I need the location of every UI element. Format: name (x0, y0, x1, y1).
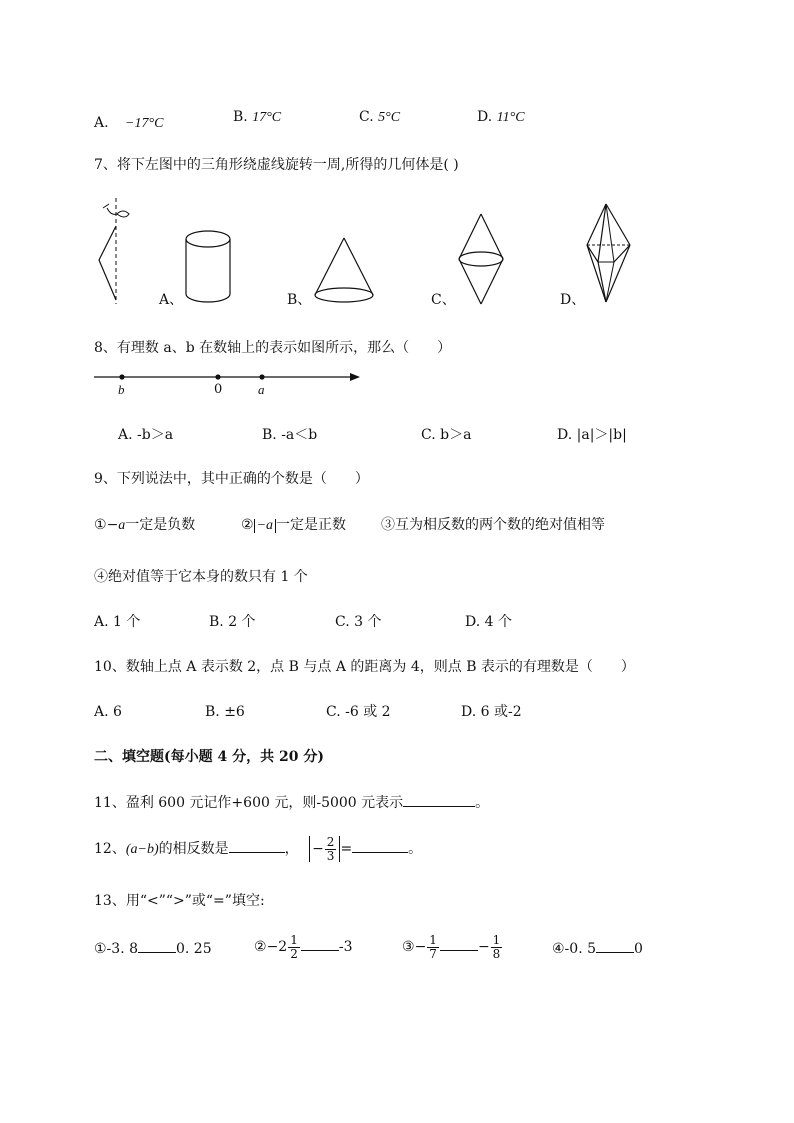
q11: 11、盈利 600 元记作+600 元，则-5000 元表示 。 (94, 795, 490, 811)
q6-option-a: A. −17°C (94, 115, 164, 131)
q13-item-3: ③− $\frac{1}{7}$ − $\frac{1}{8}$ (402, 933, 501, 961)
q6-option-d: D. 11°C (477, 109, 525, 125)
axis-label-b: b (118, 382, 125, 397)
section-2-heading: 二、填空题(每小题 4 分，共 20 分) (94, 749, 324, 765)
q13-stem: 13、用“<”“>”或“=”填空: (94, 893, 265, 909)
q8-option-b: B. -a＜b (262, 427, 318, 443)
q7-stem: 7、将下左图中的三角形绕虚线旋转一周,所得的几何体是( ) (94, 157, 459, 173)
q7-option-d-label: D、 (560, 292, 586, 308)
q7-double-cone-icon (456, 212, 508, 308)
q11-answer-blank (403, 794, 475, 807)
q8-option-d: D. |a|＞|b| (557, 427, 627, 443)
q7-triangle-figure (95, 198, 140, 308)
q13-item-2: ②−2 $\frac{1}{2}$ -3 (254, 933, 353, 961)
q10-option-a: A. 6 (94, 704, 122, 720)
q12-answer-blank-1 (229, 840, 285, 853)
q7-option-b-label: B、 (287, 292, 312, 308)
q12: 12、(a−b)的相反数是 ， − $\frac{2}{3}$ = 。 (94, 835, 423, 863)
q7-pyramid-icon (584, 202, 634, 306)
q10-stem: 10、数轴上点 A 表示数 2，点 B 与点 A 的距离为 4，则点 B 表示的有理数是（ ） (94, 659, 635, 675)
q9-statement-3: ③互为相反数的两个数的绝对值相等 (381, 517, 605, 533)
q10-option-b: B. ±6 (205, 704, 245, 720)
q9-option-c: C. 3 个 (335, 614, 382, 630)
q13-blank-4 (596, 940, 634, 953)
axis-label-a: a (258, 382, 265, 397)
q9-option-b: B. 2 个 (209, 614, 256, 630)
q13-blank-1 (138, 940, 176, 953)
q7-option-c-label: C、 (431, 292, 456, 308)
q10-option-d: D. 6 或-2 (461, 704, 522, 720)
q6-option-b: B. 17°C (233, 109, 282, 125)
q8-number-line (94, 368, 364, 398)
q8-option-a: A. -b＞a (118, 427, 174, 443)
q8-option-c: C. b＞a (421, 427, 472, 443)
q10-option-c: C. -6 或 2 (326, 704, 391, 720)
q7-option-a-label: A、 (159, 292, 184, 308)
q9-option-d: D. 4 个 (465, 614, 512, 630)
q7-cone-icon (312, 236, 376, 306)
q13-item-1: ①-3. 8 0. 25 (94, 941, 212, 957)
q9-statement-2: ② −a 一定是正数 (241, 517, 347, 533)
q6-option-c: C. 5°C (359, 109, 401, 125)
q8-stem: 8、有理数 a、b 在数轴上的表示如图所示，那么（ ） (94, 340, 452, 356)
q13-blank-2 (301, 938, 339, 951)
q12-answer-blank-2 (352, 840, 408, 853)
q9-statement-1: ①−a一定是负数 (94, 517, 196, 533)
q9-stem: 9、下列说法中，其中正确的个数是（ ） (94, 471, 369, 487)
q9-option-a: A. 1 个 (94, 614, 141, 630)
axis-label-zero: 0 (214, 382, 223, 397)
q13-blank-3 (440, 938, 478, 951)
q9-statement-4: ④绝对值等于它本身的数只有 1 个 (94, 569, 308, 585)
q7-cylinder-icon (183, 228, 235, 306)
q13-item-4: ④-0. 5 0 (552, 941, 643, 957)
